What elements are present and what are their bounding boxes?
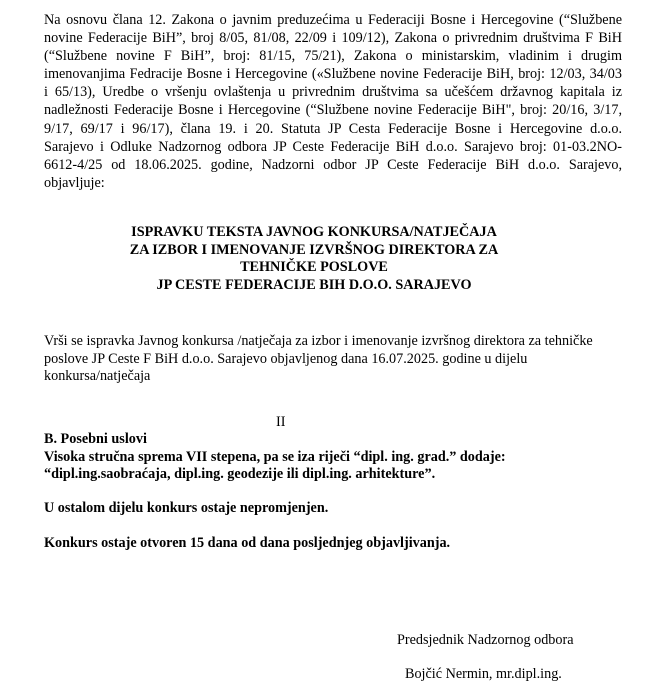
unchanged-statement: U ostalom dijelu konkurs ostaje nepromjenjen.	[44, 500, 329, 516]
intro-line: novine Federacije BiH”, broj 8/05, 81/08, 22/09 i 109/12), Zakona o privrednim društvima F BiH	[44, 30, 622, 47]
signature-name: Bojčić Nermin, mr.dipl.ing.	[405, 666, 562, 682]
section-line: Visoka stručna sprema VII stepena, pa se iza riječi “dipl. ing. grad.” dodaje:	[44, 448, 506, 465]
correction-line: Vrši se ispravka Javnog konkursa /natječaja za izbor i imenovanje izvršnog direktora za tehničke	[44, 333, 593, 349]
title-line: TEHNIČKE POSLOVE	[240, 259, 388, 276]
signature-role: Predsjednik Nadzornog odbora	[397, 632, 574, 648]
open-period-statement: Konkurs ostaje otvoren 15 dana od dana posljednjeg objavljivanja.	[44, 535, 451, 551]
section-heading: B. Posebni uslovi	[44, 431, 147, 447]
correction-line: poslove JP Ceste F BiH d.o.o. Sarajevo objavljenog dana 16.07.2025. godine u dijelu	[44, 350, 528, 367]
title-line: ZA IZBOR I IMENOVANJE IZVRŠNOG DIREKTORA ZA	[129, 241, 499, 258]
intro-line: i 65/13), Uredbe o vršenju ovlaštenja u privrednim društvima sa učešćem državnog kapitala iz	[44, 84, 622, 101]
intro-line: (“Službene novine F BiH”, broj: 81/15, 75/21), Zakona o ministarskim, vladinim i drugim	[44, 48, 622, 65]
section-line: “dipl.ing.saobraćaja, dipl.ing. geodezije ili dipl.ing. arhitekture”.	[44, 466, 436, 483]
title-line: ISPRAVKU TEKSTA JAVNOG KONKURSA/NATJEČAJA	[131, 224, 497, 240]
intro-paragraph	[44, 11, 622, 192]
correction-line: konkursa/natječaja	[44, 368, 151, 385]
intro-line: 6612-4/25 od 18.06.2025. godine, Nadzorni odbor JP Ceste Federacije BiH d.o.o. Sarajevo,	[44, 156, 622, 173]
intro-line: Na osnovu člana 12. Zakona o javnim preduzećima u Federaciji Bosne i Hercegovine (“Službene	[44, 12, 622, 28]
correction-paragraph	[44, 333, 644, 386]
special-conditions-section	[44, 431, 644, 484]
document-title	[44, 224, 584, 294]
intro-line: Sarajevo i Odluke Nadzornog odbora JP Ceste Federacije BiH d.o.o. Sarajevo broj: 01-03.2NO-	[44, 138, 622, 155]
title-line: JP CESTE FEDERACIJE BIH D.O.O. SARAJEVO	[156, 276, 472, 293]
intro-line: nadležnosti Federacije Bosne i Hercegovine (“Službene novine Federacije BiH", broj: 20/16, 3/17,	[44, 102, 622, 119]
intro-line: objavljuje:	[44, 174, 105, 191]
intro-line: imenovanjima Fedracije Bosne i Hercegovine («Službene novine Federacije BiH, broj: 12/03, 34/03	[44, 66, 622, 83]
intro-line: 9/17, 69/17 i 96/17), člana 19. i 20. Statuta JP Cesta Federacije Bosne i Hercegovine d.o.o.	[44, 120, 622, 137]
section-number: II	[276, 414, 286, 430]
